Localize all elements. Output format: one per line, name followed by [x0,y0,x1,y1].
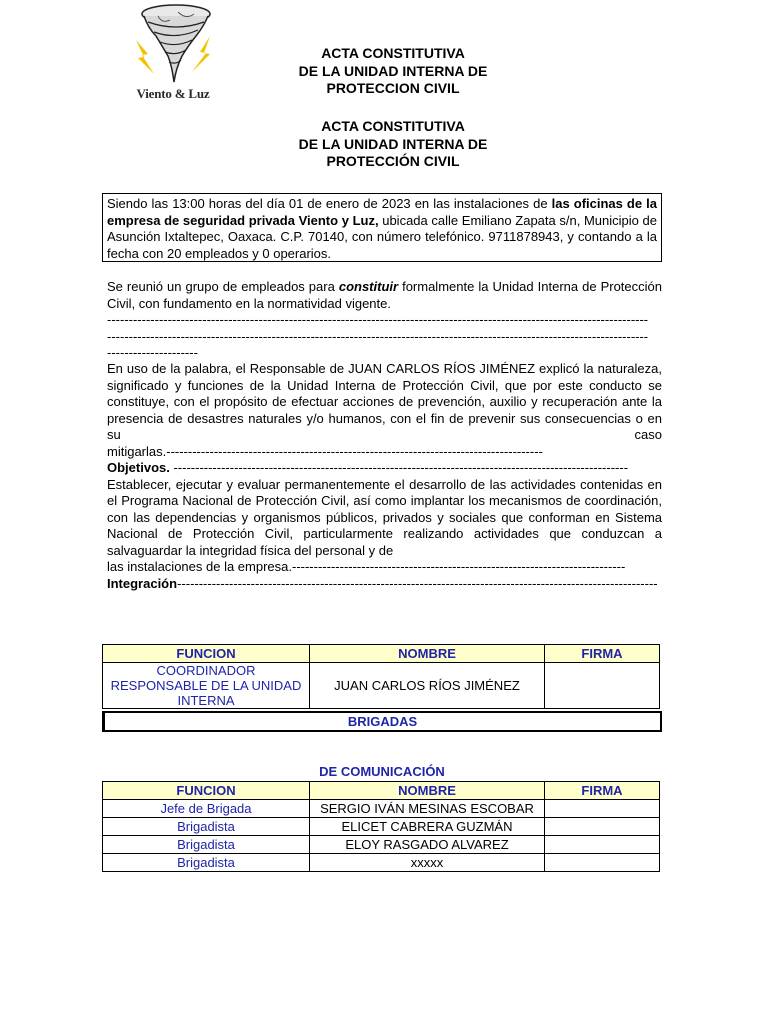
intro-paragraph [102,193,662,262]
table-row [103,836,660,854]
title-line: PROTECCION CIVIL [326,80,460,96]
firma-cell [545,800,660,818]
subtitle-line: ACTA CONSTITUTIVA [321,118,465,134]
uso-palabra-paragraph [107,361,662,460]
dashed-line: ----------------------------------------------------------------------------------------------------------------------------- [107,312,649,327]
column-header: FUNCION [103,645,310,663]
table-row [103,818,660,836]
paragraph-end: las instalaciones de la empresa.----------------------------------------------------------------------------- [107,559,626,574]
logo-text: Viento & Luz [136,86,210,101]
nombre-cell: ELOY RASGADO ALVAREZ [310,836,545,854]
dashed-line: --------------------- [107,345,198,360]
column-header: FUNCION [103,782,310,800]
objetivos-text: Establecer, ejecutar y evaluar permanentemente el desarrollo de las actividades contenidas en el Programa Nacional de Protección Civil, así como implantar los mecanismos de coordinación, con las dependencias y organismos públicos, privados y sociales que conforman en Sistema Nacional de Protección Civil, particularmente realizando actividades que conduzcan a salvaguardar la integridad física del personal y de [107,476,662,558]
dashed-line: --------------------------------------------------------------------------------------------------------------- [177,575,658,591]
intro-text: ubicada calle Emiliano Zapata s/n, Municipio de Asunción Ixtaltepec, Oaxaca. C.P. 70140, con número telefónico. 9711878943, y contando a la fecha con 20 empleados y 0 operarios. [107,212,657,261]
nombre-cell: xxxxx [310,854,545,872]
column-header: NOMBRE [310,645,545,663]
company-name: las oficinas de la empresa de seguridad privada Viento y Luz, [107,196,657,228]
comunicacion-heading: DE COMUNICACIÓN [319,764,445,779]
document-subtitle [200,118,586,171]
reunion-text: Se reunió un grupo de empleados para [107,279,339,294]
funcion-cell: Brigadista [103,818,310,836]
reunion-paragraph [107,279,662,362]
funcion-cell: COORDINADOR RESPONSABLE DE LA UNIDAD INTERNA [103,663,310,709]
funcion-cell: Brigadista [103,854,310,872]
objetivos-section [107,460,662,592]
firma-cell [545,836,660,854]
funcion-cell: Jefe de Brigada [103,800,310,818]
title-line: DE LA UNIDAD INTERNA DE [298,62,488,79]
column-header: NOMBRE [310,782,545,800]
funcion-cell: Brigadista [103,836,310,854]
firma-cell [545,663,660,709]
table-row [103,663,660,709]
dashed-line: ----------------------------------------------------------------------------------------------------------------------------- [107,328,649,344]
table-header-row [103,645,660,663]
document-title [200,45,586,98]
subtitle-line: DE LA UNIDAD INTERNA DE [298,135,488,152]
title-line: ACTA CONSTITUTIVA [321,45,465,61]
table-header-row [103,782,660,800]
brigadas-heading: BRIGADAS [102,711,662,732]
nombre-cell: JUAN CARLOS RÍOS JIMÉNEZ [310,663,545,709]
integracion-heading: Integración [107,575,178,591]
comunicacion-table [102,781,660,872]
subtitle-line: PROTECCIÓN CIVIL [326,153,460,169]
objetivos-heading: Objetivos. [107,460,170,475]
paragraph-end: mitigarlas.--------------------------------------------------------------------------------------- [107,443,543,459]
emphasis-word: constituir [338,279,399,294]
coordinator-table [102,644,660,709]
nombre-cell: SERGIO IVÁN MESINAS ESCOBAR [310,800,545,818]
paragraph-text: En uso de la palabra, el Responsable de JUAN CARLOS RÍOS JIMÉNEZ explicó la naturaleza, significado y funciones de la Unidad Interna de Protección Civil, que por este conducto se constituye, con el propósito de efectuar acciones de prevención, auxilio y recuperación ante la presencia de desastres naturales y/o humanos, con el fin de prevenir sus consecuencias o en su caso [107,361,662,442]
intro-text: Siendo las 13:00 horas del día 01 de enero de 2023 en las instalaciones de [107,196,552,211]
reunion-text: formalmente la Unidad Interna de Protección Civil, con fundamento en la normatividad vigente. [107,279,663,311]
table-row [103,854,660,872]
column-header: FIRMA [545,645,660,663]
column-header: FIRMA [545,782,660,800]
firma-cell [545,818,660,836]
dashed-line: --------------------------------------------------------------------------------------------------------- [169,460,629,475]
firma-cell [545,854,660,872]
table-row [103,800,660,818]
nombre-cell: ELICET CABRERA GUZMÁN [310,818,545,836]
